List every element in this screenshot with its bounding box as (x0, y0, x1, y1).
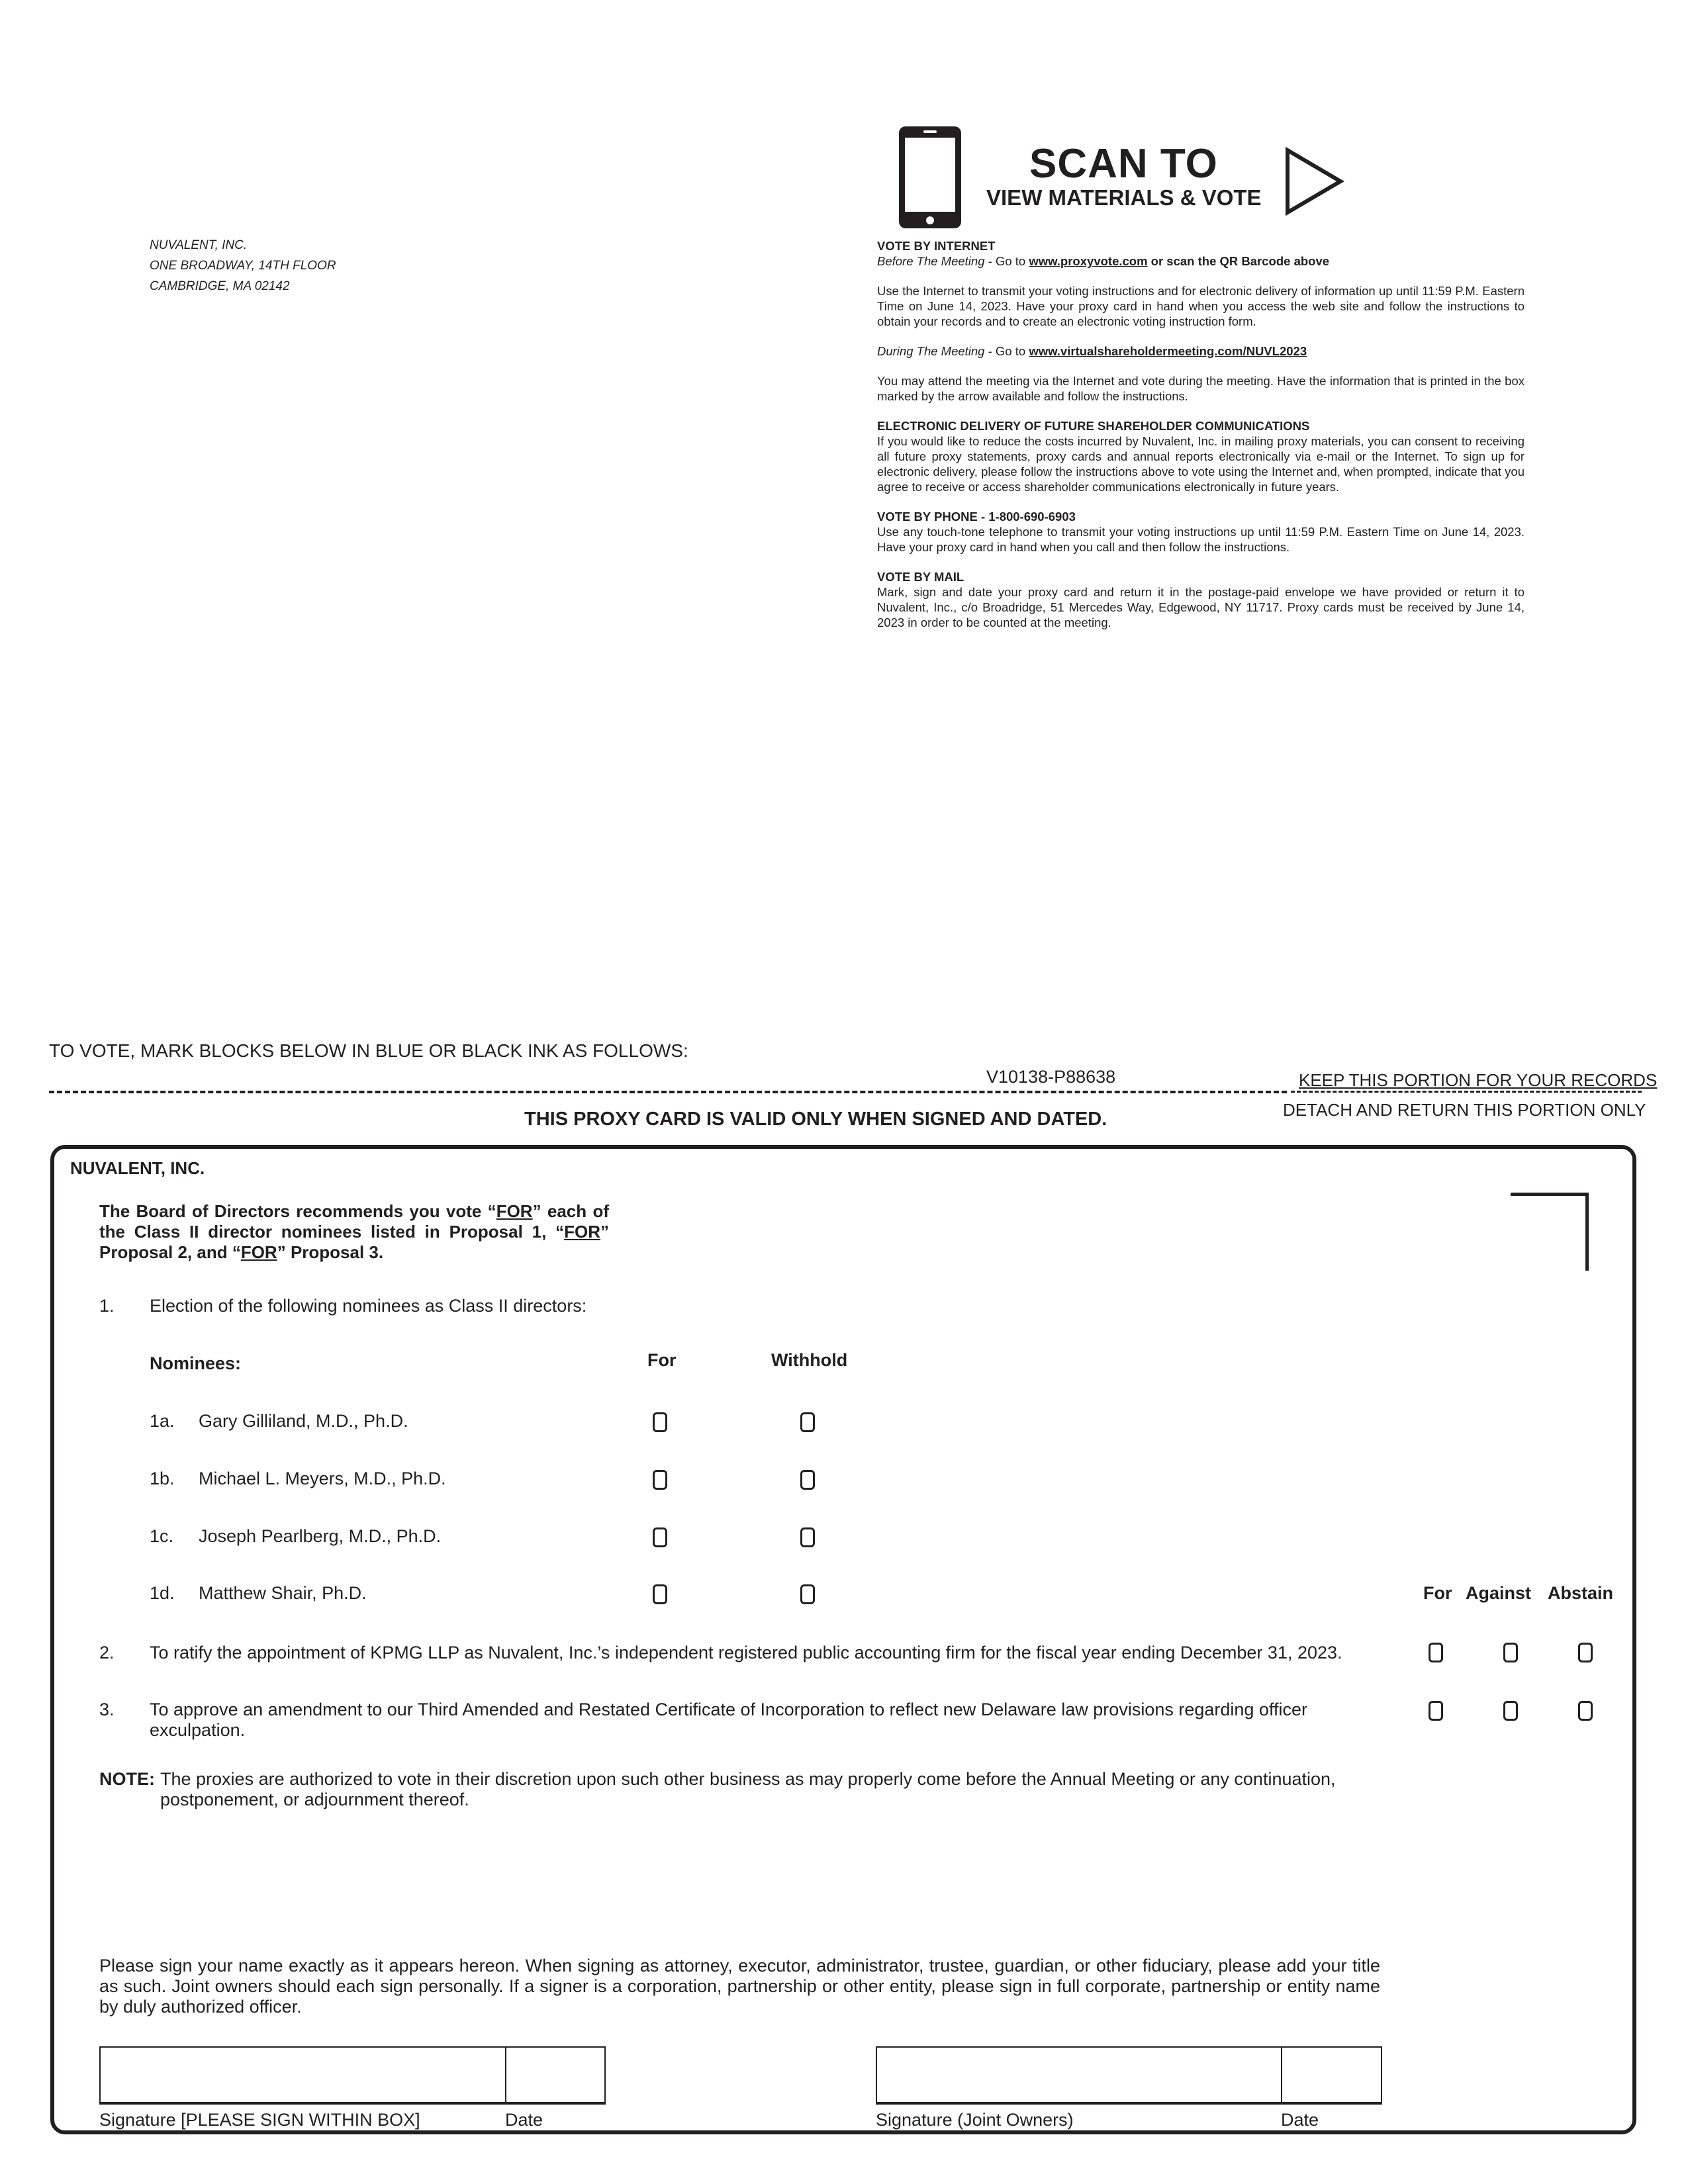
to-vote-instruction: TO VOTE, MARK BLOCKS BELOW IN BLUE OR BLACK INK AS FOLLOWS: (49, 1040, 688, 1061)
item2-abstain-checkbox[interactable] (1578, 1643, 1593, 1662)
item2-against-checkbox[interactable] (1503, 1643, 1518, 1662)
for-column-header: For (647, 1350, 677, 1370)
item3-text-line1: To approve an amendment to our Third Amended and Restated Certificate of Incorporation to reflect new Delaware law provisions regarding officer (150, 1700, 1307, 1719)
electronic-heading: ELECTRONIC DELIVERY OF FUTURE SHAREHOLDER COMMUNICATIONS (877, 419, 1310, 433)
board-recommendation (99, 1201, 609, 1263)
mail-heading: VOTE BY MAIL (877, 570, 964, 584)
detach-line-right (1291, 1091, 1642, 1093)
scan-subtitle: VIEW MATERIALS & VOTE (986, 185, 1262, 210)
date-label-1: Date (505, 2110, 543, 2130)
nominee-1b-number: 1b. (150, 1469, 175, 1488)
return-address (150, 235, 336, 296)
item3-number: 3. (99, 1700, 115, 1719)
internet-heading: VOTE BY INTERNET (877, 239, 996, 253)
proposal-abstain-header: Abstain (1548, 1583, 1614, 1603)
signature-divider-1 (505, 2046, 506, 2102)
address-line-3: CAMBRIDGE, MA 02142 (150, 279, 290, 293)
recommend-part-b: ” each of the Class II director nominees listed in Proposal 1, “ (99, 1201, 609, 1242)
note-text-line2: postponement, or adjournment thereof. (160, 1790, 469, 1809)
valid-notice: THIS PROXY CARD IS VALID ONLY WHEN SIGNED AND DATED. (524, 1109, 1107, 1130)
nominee-1d-for-checkbox[interactable] (653, 1584, 667, 1604)
card-company-name: NUVALENT, INC. (70, 1158, 205, 1178)
nominee-1c-number: 1c. (150, 1526, 174, 1546)
nominee-1d-withhold-checkbox[interactable] (800, 1584, 815, 1604)
signature-divider-2 (1281, 2046, 1282, 2102)
voting-instructions (877, 238, 1524, 630)
before-label: Before The Meeting (877, 254, 985, 268)
item2-text: To ratify the appointment of KPMG LLP as Nuvalent, Inc.’s independent registered public accounting firm for the fiscal year ending December 31, 2023. (150, 1643, 1342, 1662)
nominee-1b-withhold-checkbox[interactable] (800, 1470, 815, 1490)
during-body: You may attend the meeting via the Internet and vote during the meeting. Have the information that is printed in the box marked by the arrow available and follow the instructions. (877, 374, 1524, 403)
during-meeting-line (877, 343, 1524, 359)
address-line-1: NUVALENT, INC. (150, 238, 248, 252)
recommend-part-a: The Board of Directors recommends you vote “ (99, 1201, 496, 1221)
signature-label-2: Signature (Joint Owners) (876, 2110, 1074, 2130)
for-word-2: FOR (564, 1222, 600, 1242)
signature-box-2[interactable] (876, 2046, 1382, 2105)
nominee-1a-number: 1a. (150, 1411, 175, 1431)
phone-body: Use any touch-tone telephone to transmit your voting instructions up until 11:59 P.M. Eastern Time on June 14, 2023. Have your proxy card in hand when you call and then follow the instructions. (877, 525, 1524, 554)
signature-box-1[interactable] (99, 2046, 606, 2105)
address-line-2: ONE BROADWAY, 14TH FLOOR (150, 259, 336, 273)
before-meeting-line (877, 253, 1524, 269)
nominee-1a-for-checkbox[interactable] (653, 1412, 667, 1432)
for-word-1: FOR (496, 1201, 533, 1221)
smartphone-icon (897, 124, 963, 230)
during-label: During The Meeting (877, 344, 985, 358)
note-label: NOTE: (99, 1769, 155, 1789)
recommend-part-c: ” Proposal 2, and “ (99, 1222, 609, 1262)
detach-line (49, 1091, 1287, 1093)
virtual-meeting-link[interactable]: www.virtualshareholdermeeting.com/NUVL2023 (1029, 344, 1307, 358)
item3-abstain-checkbox[interactable] (1578, 1701, 1593, 1721)
electronic-body: If you would like to reduce the costs incurred by Nuvalent, Inc. in mailing proxy materials, you can consent to receiving all future proxy statements, proxy cards and annual reports electronically via e-mail or the Internet. To sign up for electronic delivery, please follow the instructions above to vote using the Internet and, when prompted, indicate that you agree to receive or access shareholder communications electronically in future years. (877, 434, 1524, 494)
before-goto: - Go to (984, 254, 1029, 268)
scan-title: SCAN TO (1029, 141, 1218, 187)
signature-label-1: Signature [PLEASE SIGN WITHIN BOX] (99, 2110, 420, 2130)
item3-for-checkbox[interactable] (1429, 1701, 1443, 1721)
item3-text-line2: exculpation. (150, 1720, 246, 1740)
mail-body: Mark, sign and date your proxy card and return it in the postage-paid envelope we have provided or return it to Nuvalent, Inc., c/o Broadridge, 51 Mercedes Way, Edgewood, NY 11717. Proxy cards must be received by June 14, 2023 in order to be counted at the meeting. (877, 585, 1524, 629)
recommend-part-d: ” Proposal 3. (277, 1242, 384, 1262)
nominee-1b-for-checkbox[interactable] (653, 1470, 667, 1490)
phone-heading: VOTE BY PHONE - 1-800-690-6903 (877, 510, 1076, 523)
nominee-1d-name: Matthew Shair, Ph.D. (199, 1583, 367, 1603)
nominee-1a-withhold-checkbox[interactable] (800, 1412, 815, 1432)
item3-against-checkbox[interactable] (1503, 1701, 1518, 1721)
proposal-for-header: For (1423, 1583, 1452, 1603)
nominee-1c-name: Joseph Pearlberg, M.D., Ph.D. (199, 1526, 442, 1546)
for-word-3: FOR (240, 1242, 277, 1262)
nominee-1d-number: 1d. (150, 1583, 175, 1603)
item1-text: Election of the following nominees as Class II directors: (150, 1296, 587, 1316)
note-text-line1: The proxies are authorized to vote in their discretion upon such other business as may properly come before the Annual Meeting or any continuation, (160, 1769, 1336, 1789)
control-code: V10138-P88638 (986, 1067, 1116, 1087)
play-arrow-icon (1284, 147, 1347, 216)
nominee-1a-name: Gary Gilliland, M.D., Ph.D. (199, 1411, 408, 1431)
withhold-column-header: Withhold (771, 1350, 848, 1370)
detach-return-text: DETACH AND RETURN THIS PORTION ONLY (1283, 1100, 1646, 1120)
proxyvote-link[interactable]: www.proxyvote.com (1029, 254, 1148, 268)
item2-for-checkbox[interactable] (1429, 1643, 1443, 1662)
nominee-1c-withhold-checkbox[interactable] (800, 1527, 815, 1547)
item2-number: 2. (99, 1643, 115, 1662)
date-label-2: Date (1281, 2110, 1319, 2130)
signing-instructions: Please sign your name exactly as it appears hereon. When signing as attorney, executor, administrator, trustee, guardian, or other fiduciary, please add your title as such. Joint owners should each sign personally. If a signer is a corporation, partnership or other entity, please sign in full corporate, partnership or entity name by duly authorized officer. (99, 1956, 1380, 2017)
nominee-1b-name: Michael L. Meyers, M.D., Ph.D. (199, 1469, 446, 1488)
item1-number: 1. (99, 1296, 115, 1316)
internet-body: Use the Internet to transmit your voting instructions and for electronic delivery of information up until 11:59 P.M. Eastern Time on June 14, 2023. Have your proxy card in hand when you access the web site and follow the instructions to obtain your records and to create an electronic voting instruction form. (877, 284, 1524, 328)
nominees-label: Nominees: (150, 1353, 242, 1373)
corner-mark (1511, 1193, 1589, 1271)
nominee-1c-for-checkbox[interactable] (653, 1527, 667, 1547)
keep-portion-text: KEEP THIS PORTION FOR YOUR RECORDS (1299, 1070, 1658, 1090)
during-goto: - Go to (984, 344, 1029, 358)
proposal-against-header: Against (1466, 1583, 1532, 1603)
before-suffix: or scan the QR Barcode above (1147, 254, 1330, 268)
